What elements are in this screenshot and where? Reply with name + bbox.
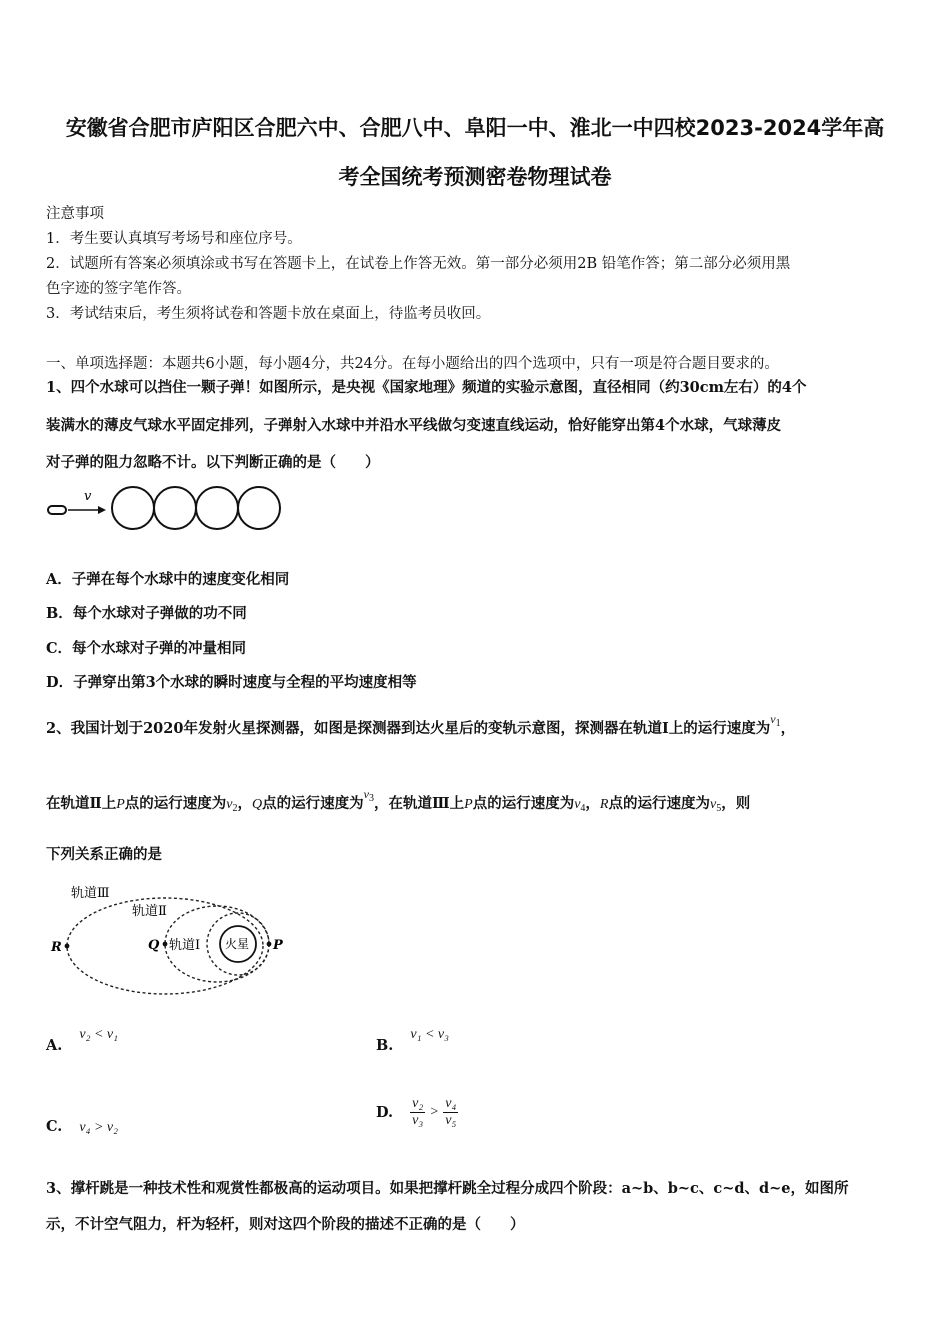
q1-option-d: D．子弹穿出第3个水球的瞬时速度与全程的平均速度相等 (46, 674, 417, 691)
q1-option-b: B．每个水球对子弹做的功不同 (46, 605, 247, 622)
q2-orbit-diagram (44, 876, 294, 1000)
q2-text: ， (585, 795, 600, 812)
point-p: P (464, 797, 473, 812)
q2-text: 点的运行速度为 (608, 795, 710, 812)
v-subscript: 3 (368, 793, 374, 804)
water-ball-4 (238, 487, 280, 529)
note-item-2: 2．试题所有答案必须填涂或书写在答题卡上，在试卷上作答无效。第一部分必须用2B 铅笔作答；第二部分必须用黑 (46, 256, 791, 272)
label-q: Q (148, 938, 160, 953)
label-p: P (273, 938, 283, 953)
arrow-icon (98, 506, 106, 514)
q2-option-d (376, 1096, 458, 1129)
numerator: v₂ (412, 1096, 424, 1111)
option-b-expr: v₁ < v₃ (410, 1027, 449, 1042)
v-subscript: 5 (716, 803, 722, 814)
q2-text: 点的运行速度为 (472, 795, 575, 812)
v-symbol: v (363, 787, 369, 801)
greater-than: > (430, 1104, 439, 1120)
q1-stem-line-3: 对子弹的阻力忽略不计。以下判断正确的是（ ） (46, 454, 380, 471)
q3-stem-line-2: 示，不计空气阻力，杆为轻杆，则对这四个阶段的描述不正确的是（ ） (46, 1216, 525, 1233)
q2-text: ， (237, 795, 253, 812)
note-item-2-cont: 色字迹的签字笔作答。 (46, 281, 191, 297)
notes-heading: 注意事项 (46, 206, 104, 222)
q2-stem-line-1 (46, 712, 796, 739)
denominator: v₃ (412, 1113, 424, 1128)
note-item-1: 1．考生要认真填写考场号和座位序号。 (46, 231, 302, 247)
point-r: R (599, 797, 609, 812)
fraction-2 (443, 1096, 458, 1129)
label-orbit-3: 轨道Ⅲ (71, 886, 110, 901)
q2-stem-line-3: 下列关系正确的是 (46, 846, 162, 863)
v-symbol: v (709, 797, 717, 812)
v-subscript: 2 (232, 803, 238, 814)
point-p-marker (267, 942, 272, 947)
q1-stem-line-1: 1、四个水球可以挡住一颗子弹！如图所示，是央视《国家地理》频道的实验示意图，直径相同（约30cm左右）的4个 (46, 379, 807, 396)
note-item-3: 3．考试结束后，考生须将试卷和答题卡放在桌面上，待监考员收回。 (46, 306, 491, 322)
q2-line1-end: ， (780, 720, 796, 737)
q2-text: ，则 (721, 795, 751, 812)
bullet-icon (48, 506, 66, 514)
section-heading: 一、单项选择题：本题共6小题，每小题4分，共24分。在每小题给出的四个选项中，只有一项是符合题目要求的。 (46, 356, 779, 372)
option-label: C. (46, 1118, 63, 1135)
point-q-marker (163, 942, 168, 947)
option-label: A. (46, 1037, 63, 1054)
option-c-expr: v₄ > v₂ (79, 1120, 119, 1135)
v-subscript: 4 (580, 803, 586, 814)
point-p: P (116, 797, 125, 812)
label-r: R (51, 940, 62, 955)
q1-option-c: C．每个水球对子弹的冲量相同 (46, 640, 247, 657)
label-orbit-2: 轨道Ⅱ (132, 904, 167, 919)
q2-var-v1 (770, 712, 781, 729)
v-symbol: v (574, 797, 581, 812)
option-label: D. (376, 1104, 394, 1121)
v-symbol: v (770, 712, 776, 726)
v-subscript: 1 (775, 718, 781, 729)
option-a-expr: v₂ < v₁ (79, 1027, 118, 1042)
page-title-line-2: 考全国统考预测密卷物理试卷 (338, 165, 612, 189)
q1-figure-water-balls (44, 484, 294, 532)
q2-option-c (46, 1118, 118, 1136)
water-ball-1 (112, 487, 154, 529)
option-label: B. (376, 1037, 394, 1054)
fraction-1 (410, 1096, 425, 1129)
q1-option-a: A．子弹在每个水球中的速度变化相同 (46, 571, 290, 588)
q2-text: 点的运行速度为 (262, 795, 364, 812)
v-symbol: v (226, 797, 233, 812)
velocity-label: v (84, 489, 92, 504)
point-q: Q (252, 797, 263, 812)
point-r-marker (65, 944, 70, 949)
q2-text: 在轨道Ⅱ上 (46, 795, 117, 812)
water-ball-3 (196, 487, 238, 529)
q2-option-b (376, 1027, 449, 1055)
q3-stem-line-1: 3、撑杆跳是一种技术性和观赏性都极高的运动项目。如果把撑杆跳全过程分成四个阶段：a~b、b~c、c~d、d~e，如图所 (46, 1180, 849, 1197)
mars-label: 火星 (225, 937, 250, 951)
q2-option-a (46, 1027, 118, 1055)
water-ball-2 (154, 487, 196, 529)
q2-stem-line-2 (46, 787, 751, 814)
denominator: v₅ (445, 1113, 457, 1128)
q2-text: 点的运行速度为 (124, 795, 227, 812)
q1-stem-line-2: 装满水的薄皮气球水平固定排列，子弹射入水球中并沿水平线做匀变速直线运动，恰好能穿出第4个水球，气球薄皮 (46, 417, 782, 434)
page-title-line-1: 安徽省合肥市庐阳区合肥六中、合肥八中、阜阳一中、淮北一中四校2023-2024学年高 (65, 116, 885, 140)
q2-text: ，在轨道Ⅲ上 (373, 795, 465, 812)
label-orbit-1: 轨道Ⅰ (169, 938, 201, 953)
q2-line1-text: 2、我国计划于2020年发射火星探测器，如图是探测器到达火星后的变轨示意图，探测器在轨道Ⅰ上的运行速度为 (46, 720, 771, 737)
numerator: v₄ (445, 1096, 457, 1111)
